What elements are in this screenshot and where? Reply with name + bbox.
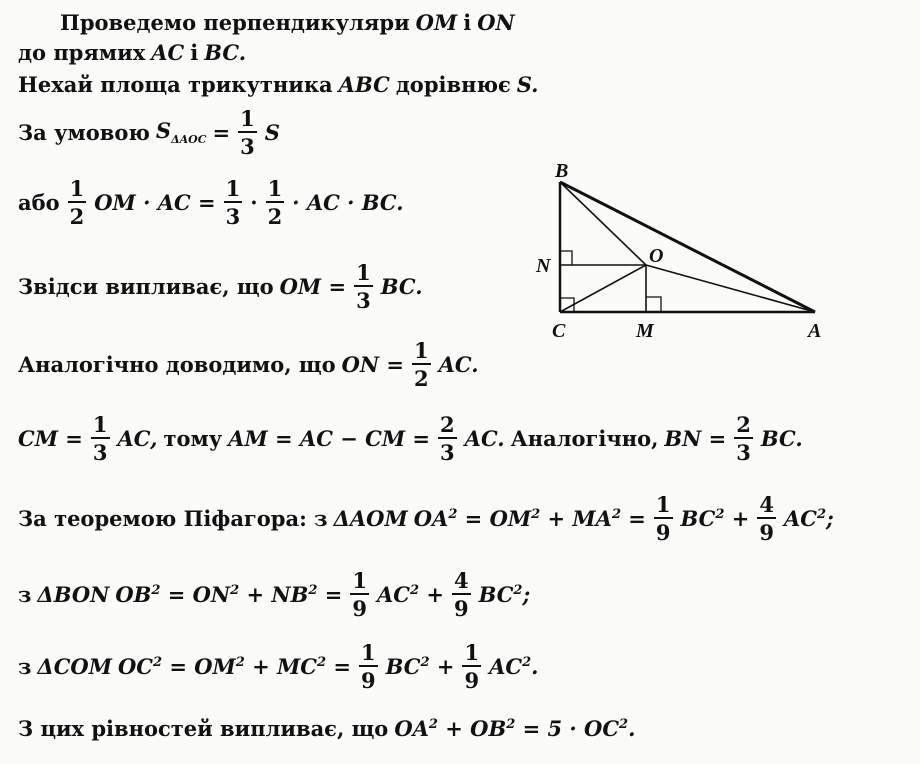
fraction: $\frac{1}{2}$ xyxy=(413,338,429,391)
text-line-6: Звідси випливає, що OM = $\frac{1}{3}$ BC. xyxy=(18,260,423,313)
text-line-12: З цих рівностей випливає, що $OA^2 + OB^2 = 5 \cdot OC^2$. xyxy=(18,716,636,741)
right-angle-mark-M xyxy=(646,297,661,312)
right-angle-mark-C xyxy=(560,298,574,312)
fraction: $\frac{1}{3}$ xyxy=(225,176,241,229)
fraction: $\frac{1}{2}$ xyxy=(69,176,85,229)
text-line-8: CM = $\frac{1}{3}$ AC, тому AM = AC − CM = $\frac{2}{3}$ AC. Аналогічно, BN = $\frac{2}{3}$ BC. xyxy=(18,412,803,465)
text-line-5: або $\frac{1}{2}$ OM · AC = $\frac{1}{3}$ · $\frac{1}{2}$ · AC · BC. xyxy=(18,176,404,229)
fraction: $\frac{2}{3}$ xyxy=(736,412,751,465)
text-line-10: з ΔBON $OB^2 = ON^2 + NB^2$ = $\frac{1}{9}$ $AC^2$ + $\frac{4}{9}$ $BC^2$; xyxy=(18,568,531,621)
fraction: $\frac{1}{2}$ xyxy=(267,176,283,229)
fraction: $\frac{1}{3}$ xyxy=(92,412,108,465)
text-line-1: Проведемо перпендикуляри OM і ON xyxy=(60,10,515,35)
fraction: $\frac{1}{3}$ xyxy=(356,260,371,313)
text-line-7: Аналогічно доводимо, що ON = $\frac{1}{2}$ AC. xyxy=(18,338,479,391)
text-line-9: За теоремою Піфагора: з ΔAOM $OA^2 = OM^2 + MA^2$ = $\frac{1}{9}$ $BC^2$ + $\frac{4}{9}$ $AC^2$; xyxy=(18,492,834,545)
segment-CO xyxy=(560,265,646,312)
label-A: A xyxy=(808,320,822,342)
fraction: $\frac{1}{3}$ xyxy=(240,106,255,159)
text-line-3: Нехай площа трикутника ABC дорівнює S. xyxy=(18,72,539,97)
segment-AO xyxy=(646,265,815,312)
label-O: O xyxy=(649,245,664,267)
label-N: N xyxy=(536,255,551,277)
text-line-4: За умовою $S_{\Delta AOC}$ = $\frac{1}{3}$ S xyxy=(18,106,280,159)
fraction: $\frac{1}{9}$ xyxy=(464,640,480,693)
label-M: M xyxy=(636,320,654,342)
text-line-2: до прямих AC і BC. xyxy=(18,40,247,65)
fraction: $\frac{2}{3}$ xyxy=(440,412,455,465)
label-C: C xyxy=(552,320,566,342)
text-line-11: з ΔCOM $OC^2 = OM^2 + MC^2$ = $\frac{1}{9}$ $BC^2$ + $\frac{1}{9}$ $AC^2$. xyxy=(18,640,539,693)
fraction: $\frac{1}{9}$ xyxy=(352,568,367,621)
label-B: B xyxy=(555,160,569,182)
right-angle-mark-N xyxy=(560,251,572,265)
segment-BO xyxy=(560,182,646,265)
fraction: $\frac{4}{9}$ xyxy=(759,492,774,545)
segment-BA xyxy=(560,182,815,312)
fraction: $\frac{4}{9}$ xyxy=(453,568,469,621)
fraction: $\frac{1}{9}$ xyxy=(360,640,376,693)
fraction: $\frac{1}{9}$ xyxy=(655,492,671,545)
